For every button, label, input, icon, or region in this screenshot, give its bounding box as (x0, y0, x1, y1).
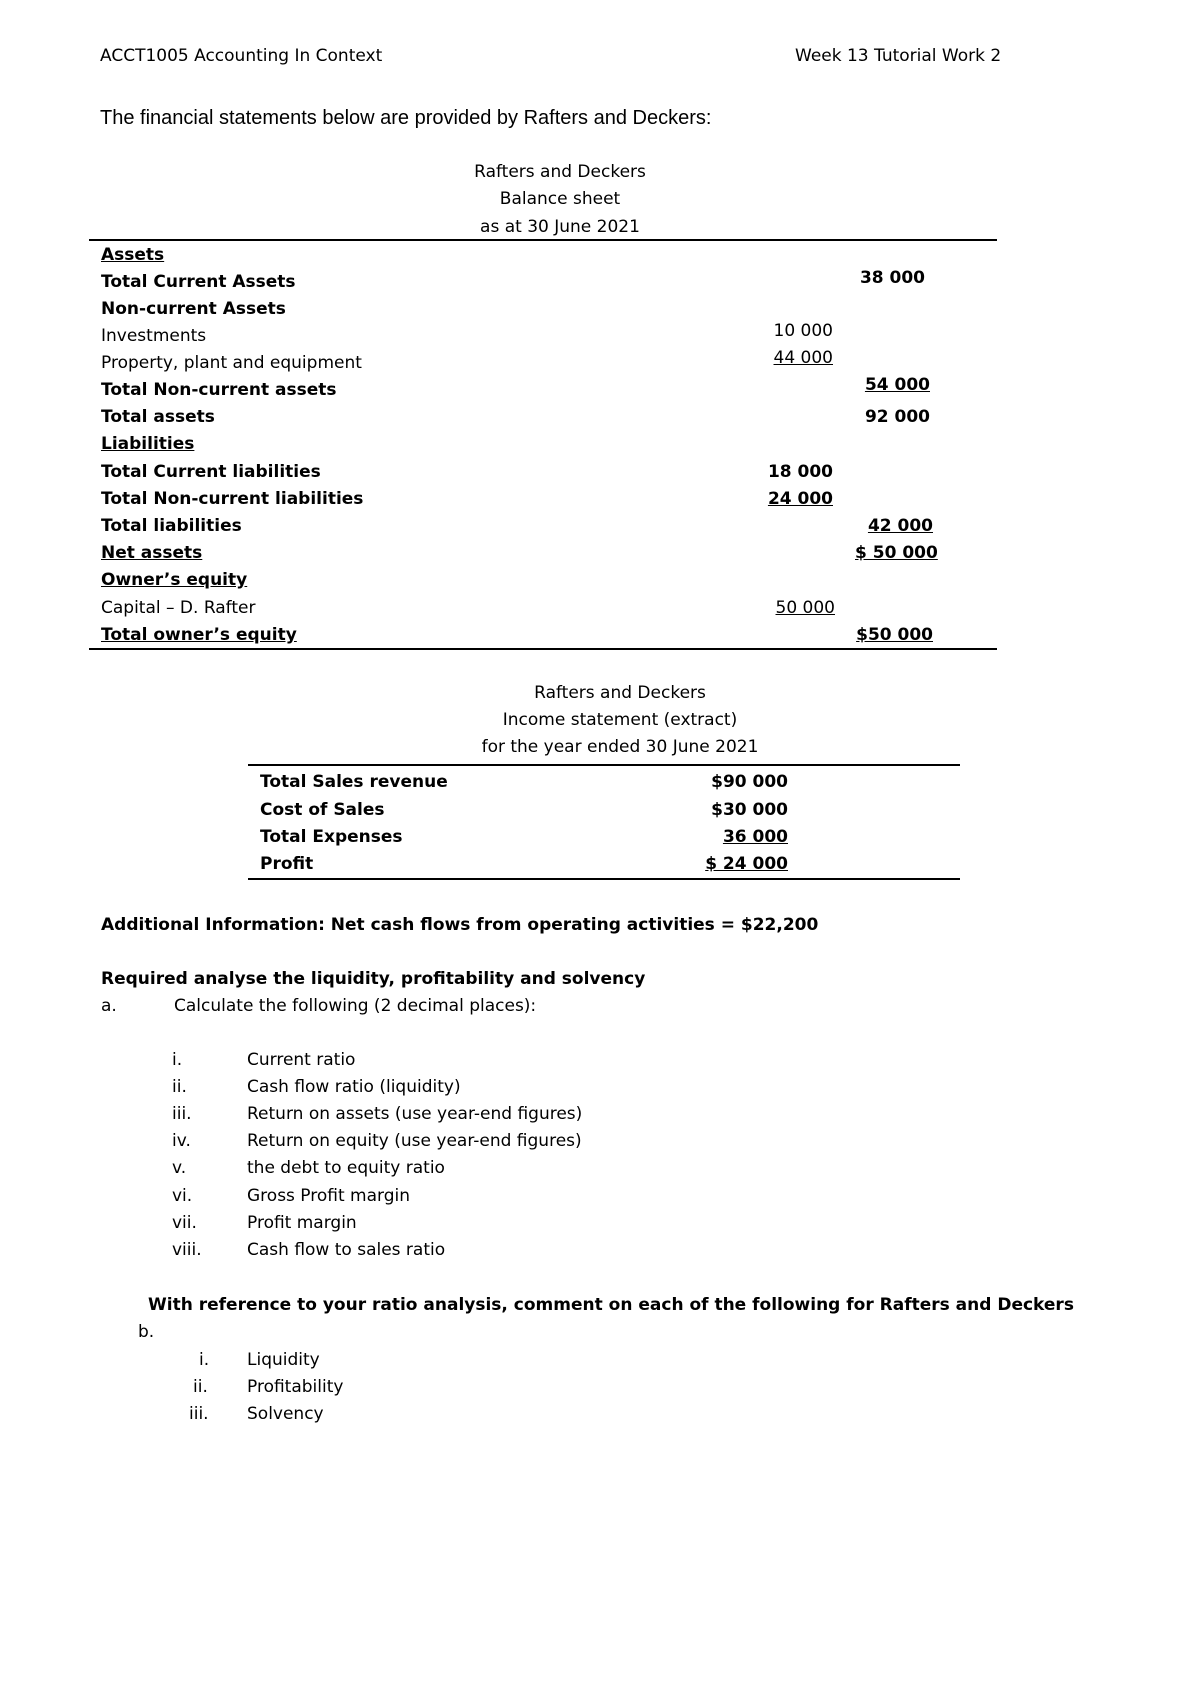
bs-row-label: Total Non-current assets (101, 380, 337, 400)
is-title-entity: Rafters and Deckers (534, 683, 706, 703)
list-item: Cash flow ratio (liquidity) (247, 1077, 461, 1097)
list-item: Current ratio (247, 1050, 356, 1070)
is-row-label: Total Expenses (260, 827, 403, 847)
is-title-statement: Income statement (extract) (502, 710, 738, 730)
list-number: iii. (189, 1404, 209, 1424)
bs-row-label: Total owner’s equity (101, 625, 297, 645)
list-number: i. (199, 1350, 210, 1370)
list-number: ii. (193, 1377, 208, 1397)
list-item: Profit margin (247, 1213, 357, 1233)
bs-bottom-rule (89, 648, 997, 650)
week-title: Week 13 Tutorial Work 2 (795, 46, 1002, 66)
list-number: v. (172, 1158, 187, 1178)
bs-row-label: Total Current liabilities (101, 462, 321, 482)
bs-row-amount: 24 000 (767, 489, 833, 509)
bs-top-rule (89, 239, 997, 241)
list-item: the debt to equity ratio (247, 1158, 445, 1178)
bs-row-label: Assets (101, 245, 165, 265)
bs-row-total: $50 000 (856, 625, 933, 645)
bs-row-label: Investments (101, 326, 207, 346)
list-number: viii. (172, 1240, 202, 1260)
bs-row-label: Liabilities (101, 434, 195, 454)
bs-row-label: Total Current Assets (101, 272, 296, 292)
bs-row-label: Property, plant and equipment (101, 353, 362, 373)
is-row-label: Profit (260, 854, 314, 874)
list-number: iii. (172, 1104, 192, 1124)
list-number: vi. (172, 1186, 193, 1206)
is-title-period: for the year ended 30 June 2021 (481, 737, 759, 757)
bs-title-date: as at 30 June 2021 (480, 217, 640, 237)
bs-title-entity: Rafters and Deckers (474, 162, 646, 182)
is-bottom-rule (248, 878, 960, 880)
bs-row-total: 92 000 (864, 407, 930, 427)
list-number: vii. (172, 1213, 197, 1233)
required-heading: Required analyse the liquidity, profitability and solvency (101, 969, 646, 989)
is-row-value: $ 24 000 (705, 854, 788, 874)
bs-row-total: 54 000 (864, 375, 930, 395)
list-item: Profitability (247, 1377, 344, 1397)
is-row-value: 36 000 (722, 827, 788, 847)
list-item: Liquidity (247, 1350, 320, 1370)
bs-row-label: Total liabilities (101, 516, 242, 536)
bs-row-amount: 50 000 (775, 598, 835, 618)
bs-row-amount: 18 000 (767, 462, 833, 482)
course-title: ACCT1005 Accounting In Context (100, 46, 383, 66)
bs-row-total: $ 50 000 (855, 543, 938, 563)
part-a-text: Calculate the following (2 decimal places): (174, 996, 537, 1016)
part-b-text: With reference to your ratio analysis, comment on each of the following for Rafters and Deckers (148, 1295, 1074, 1315)
bs-row-label: Total Non-current liabilities (101, 489, 364, 509)
bs-title-statement: Balance sheet (499, 189, 621, 209)
list-item: Solvency (247, 1404, 324, 1424)
bs-row-total: 38 000 (859, 268, 925, 288)
list-number: i. (172, 1050, 183, 1070)
list-item: Gross Profit margin (247, 1186, 411, 1206)
is-row-value: $30 000 (711, 800, 788, 820)
part-b-marker: b. (138, 1322, 155, 1342)
is-row-label: Total Sales revenue (260, 772, 448, 792)
bs-row-label: Non-current Assets (101, 299, 286, 319)
bs-row-label: Capital – D. Rafter (101, 598, 256, 618)
list-number: iv. (172, 1131, 191, 1151)
is-top-rule (248, 764, 960, 766)
bs-row-label: Total assets (101, 407, 215, 427)
list-number: ii. (172, 1077, 187, 1097)
list-item: Return on equity (use year-end figures) (247, 1131, 582, 1151)
bs-row-amount: 10 000 (773, 321, 833, 341)
bs-row-label: Net assets (101, 543, 203, 563)
bs-row-total: 42 000 (867, 516, 933, 536)
list-item: Return on assets (use year-end figures) (247, 1104, 583, 1124)
bs-row-amount: 44 000 (773, 348, 833, 368)
additional-info: Additional Information: Net cash flows from operating activities = $22,200 (101, 915, 819, 935)
part-a-marker: a. (101, 996, 117, 1016)
is-row-value: $90 000 (711, 772, 788, 792)
bs-row-label: Owner’s equity (101, 570, 248, 590)
list-item: Cash flow to sales ratio (247, 1240, 446, 1260)
is-row-label: Cost of Sales (260, 800, 385, 820)
intro-text: The financial statements below are provided by Rafters and Deckers: (100, 107, 712, 129)
